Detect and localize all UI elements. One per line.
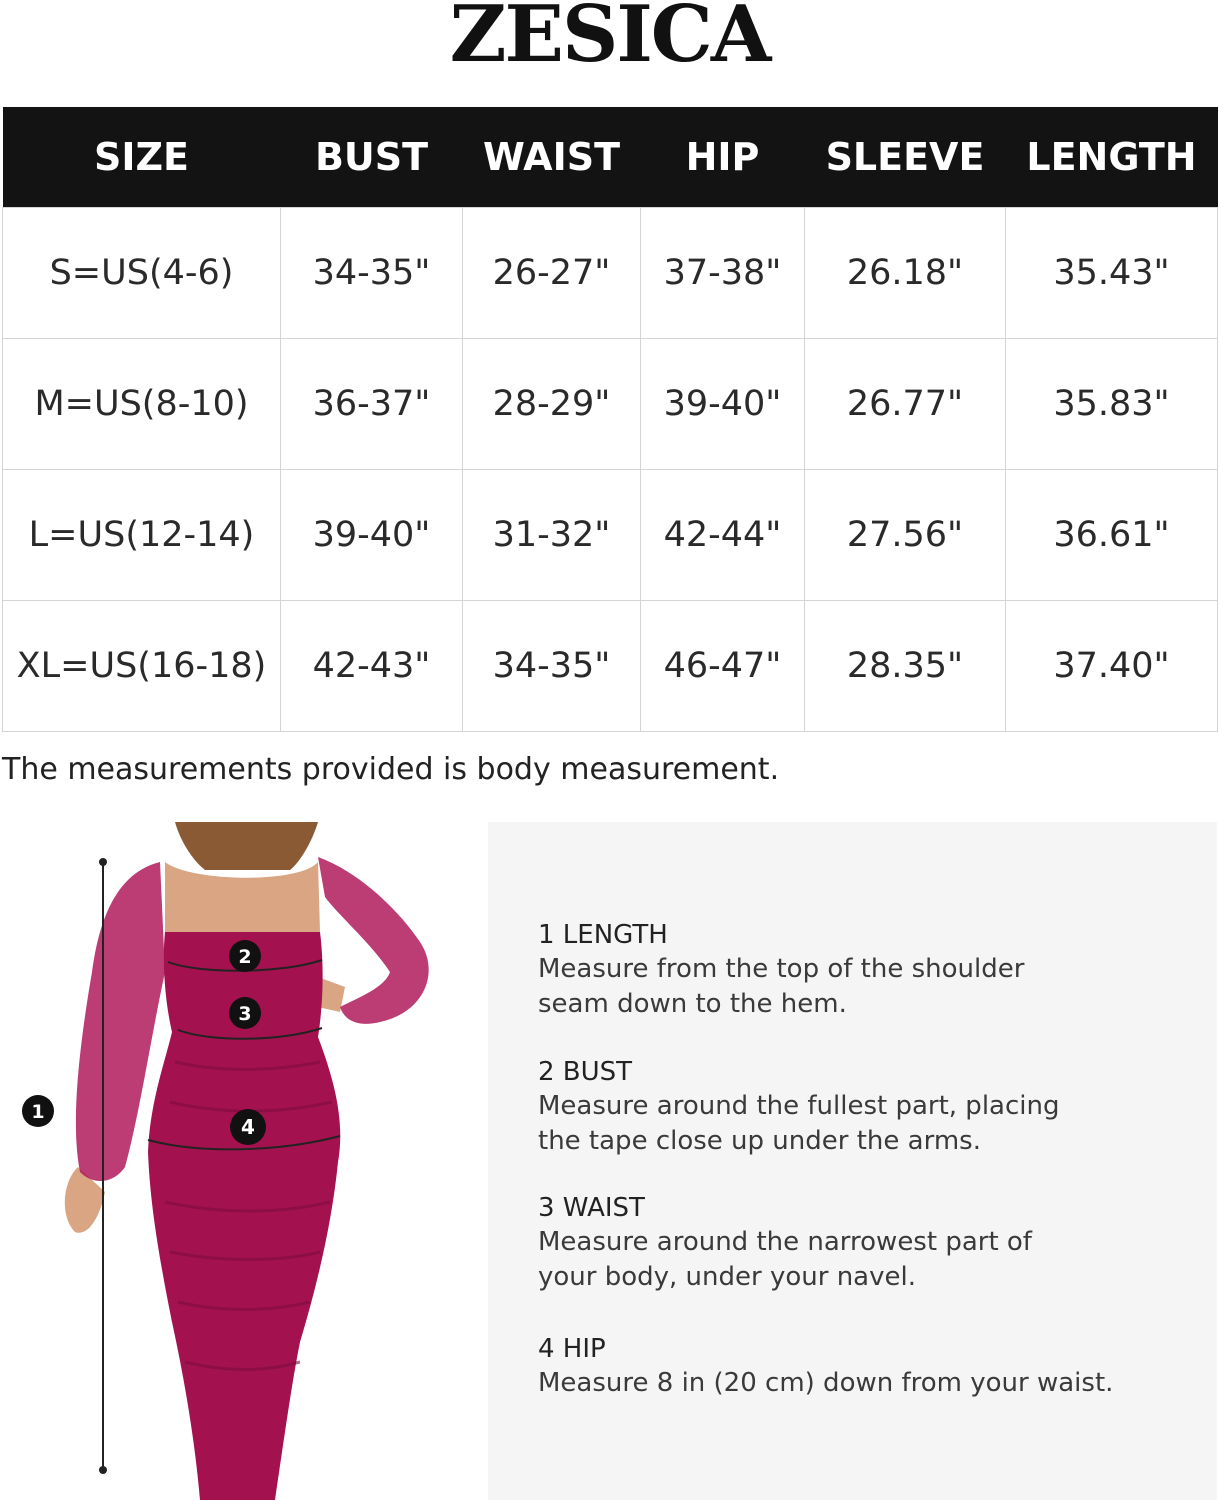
size-chart-table	[2, 107, 1218, 732]
dress-model-illustration	[0, 822, 486, 1500]
tip-text: Measure around the narrowest part of your body, under your navel.	[538, 1227, 1032, 1292]
waist-cell: 34-35"	[463, 601, 641, 732]
header-bust: BUST	[281, 107, 463, 208]
size-cell: M=US(8-10)	[3, 339, 281, 470]
bust-cell: 36-37"	[281, 339, 463, 470]
tip-waist	[538, 1191, 1198, 1295]
tip-title: 1 LENGTH	[538, 920, 668, 950]
tip-text: Measure 8 in (20 cm) down from your waist.	[538, 1368, 1114, 1398]
bust-cell: 39-40"	[281, 470, 463, 601]
skin-shape	[165, 862, 320, 932]
tip-text: Measure around the fullest part, placing the tape close up under the arms.	[538, 1091, 1060, 1156]
tip-text: Measure from the top of the shoulder seam down to the hem.	[538, 954, 1025, 1019]
size-cell: L=US(12-14)	[3, 470, 281, 601]
hip-cell: 39-40"	[641, 339, 805, 470]
hip-cell: 37-38"	[641, 208, 805, 339]
measurement-note: The measurements provided is body measurement.	[2, 752, 780, 787]
hip-cell: 42-44"	[641, 470, 805, 601]
waist-cell: 31-32"	[463, 470, 641, 601]
marker-label: 2	[238, 946, 252, 968]
tip-title: 3 WAIST	[538, 1193, 645, 1223]
marker-1	[22, 1095, 54, 1127]
hip-cell: 46-47"	[641, 601, 805, 732]
brand-logo: ZESICA	[449, 0, 770, 80]
marker-label: 4	[241, 1115, 255, 1139]
size-cell: XL=US(16-18)	[3, 601, 281, 732]
length-cell: 35.83"	[1006, 339, 1218, 470]
sleeve-cell: 28.35"	[805, 601, 1006, 732]
sleeve-cell: 27.56"	[805, 470, 1006, 601]
length-cell: 36.61"	[1006, 470, 1218, 601]
header-hip: HIP	[641, 107, 805, 208]
hair-shape	[175, 822, 318, 870]
marker-4	[230, 1109, 266, 1145]
sleeve-cell: 26.77"	[805, 339, 1006, 470]
tip-title: 4 HIP	[538, 1334, 606, 1364]
table-header-row	[3, 107, 1218, 208]
header-waist: WAIST	[463, 107, 641, 208]
header-size: SIZE	[3, 107, 281, 208]
marker-2	[229, 940, 261, 972]
table-row	[3, 601, 1218, 732]
tip-length	[538, 918, 1198, 1022]
tip-hip	[538, 1332, 1198, 1401]
header-sleeve: SLEEVE	[805, 107, 1006, 208]
waist-cell: 28-29"	[463, 339, 641, 470]
length-cell: 35.43"	[1006, 208, 1218, 339]
tip-title: 2 BUST	[538, 1057, 633, 1087]
header-length: LENGTH	[1006, 107, 1218, 208]
waist-cell: 26-27"	[463, 208, 641, 339]
table-row	[3, 339, 1218, 470]
sleeve-cell: 26.18"	[805, 208, 1006, 339]
table-row	[3, 208, 1218, 339]
bust-cell: 34-35"	[281, 208, 463, 339]
marker-3	[229, 997, 261, 1029]
bust-cell: 42-43"	[281, 601, 463, 732]
marker-label: 3	[238, 1003, 252, 1025]
length-cell: 37.40"	[1006, 601, 1218, 732]
size-cell: S=US(4-6)	[3, 208, 281, 339]
measuring-guide-panel	[488, 822, 1217, 1500]
table-row	[3, 470, 1218, 601]
marker-label: 1	[31, 1101, 45, 1123]
tip-bust	[538, 1055, 1198, 1159]
